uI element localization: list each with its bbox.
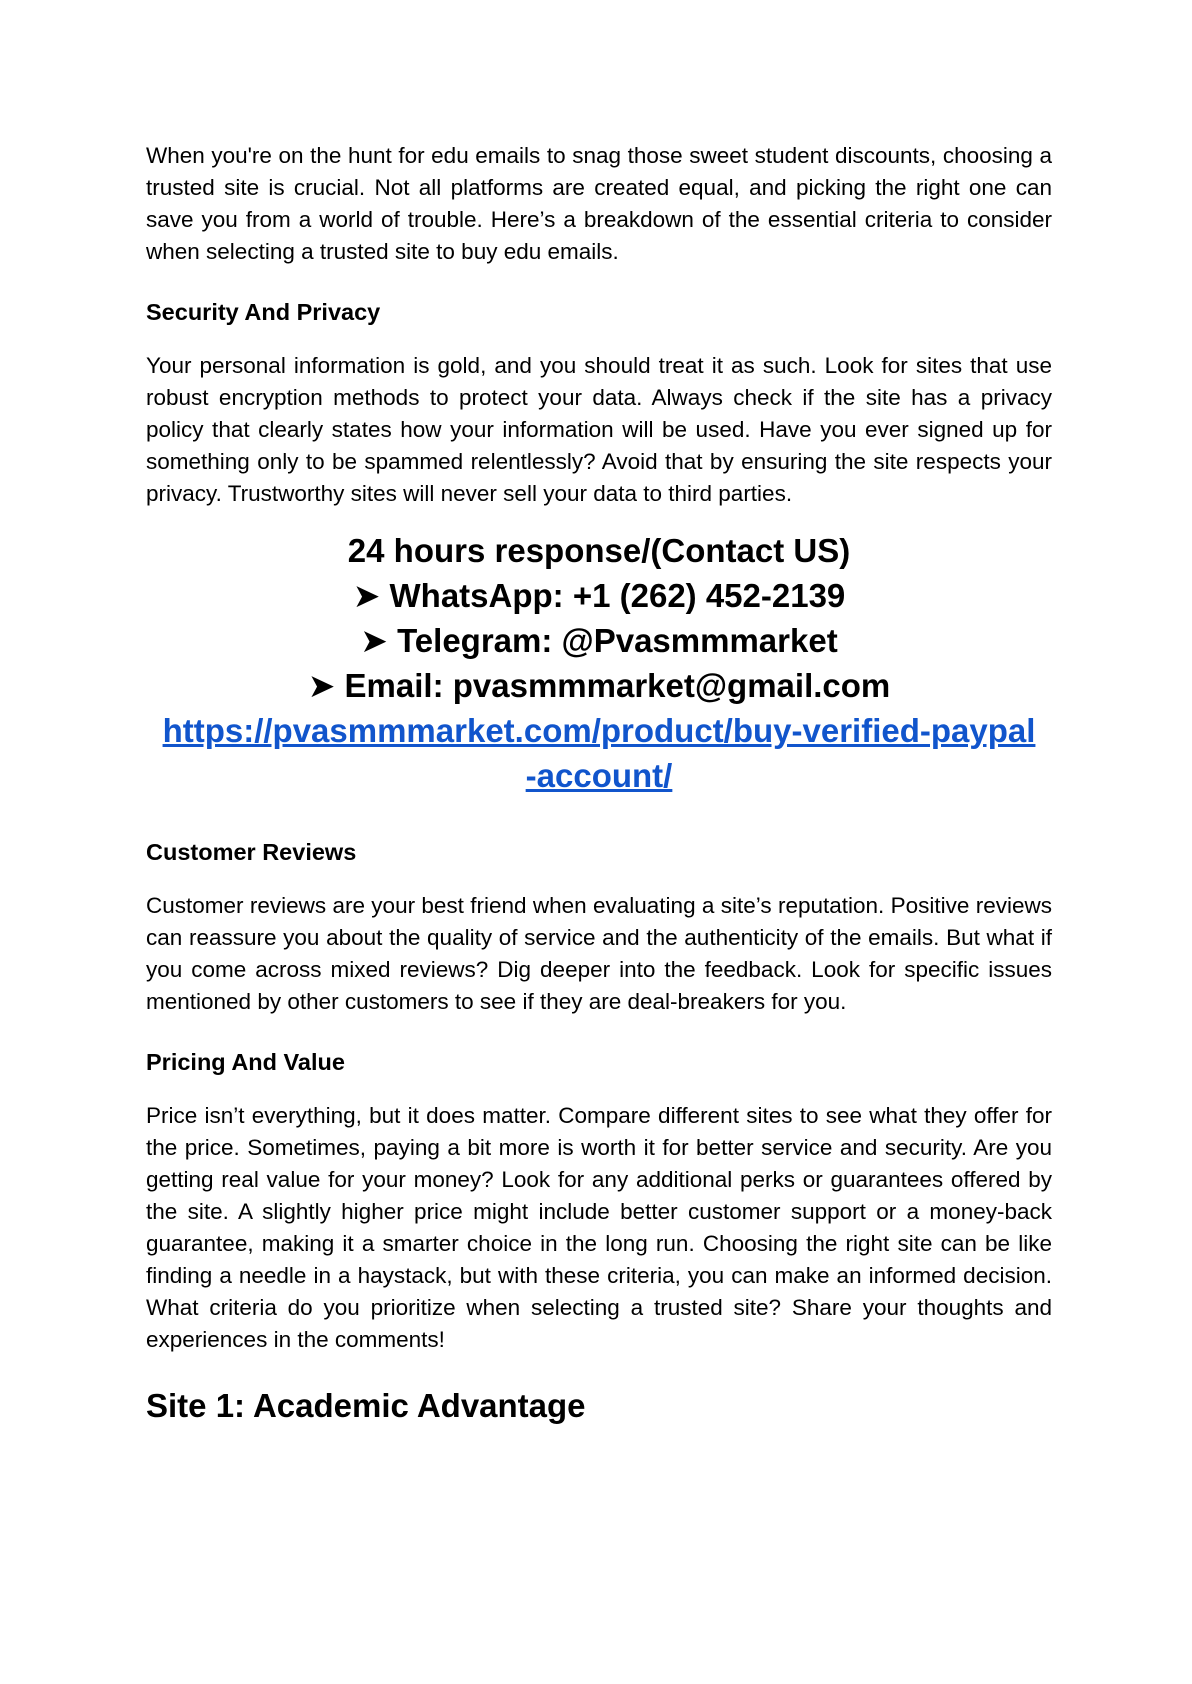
product-link[interactable] — [146, 708, 1052, 798]
pricing-heading: Pricing And Value — [146, 1049, 345, 1075]
security-paragraph: Your personal information is gold, and you should treat it as such. Look for sites that use robust encryption methods to protect your data. Always check if the site has a privacy policy that clearly states how your information will be used. Have you ever signed up for something only to be spammed relentlessly? Avoid that by ensuring the site respects your privacy. Trustworthy sites will never sell your data to third parties. — [146, 353, 1052, 506]
security-heading: Security And Privacy — [146, 299, 381, 325]
reviews-paragraph: Customer reviews are your best friend when evaluating a site’s reputation. Positive reviews can reassure you about the quality of service and the authenticity of the emails. But what if you come across mixed reviews? Dig deeper into the feedback. Look for specific issues mentioned by other customers to see if they are deal-breakers for you. — [146, 893, 1052, 1014]
product-link-line-1: https://pvasmmmarket.com/product/buy-verified-paypal — [162, 712, 1036, 749]
pricing-paragraph: Price isn’t everything, but it does matter. Compare different sites to see what they offer for the price. Sometimes, paying a bit more is worth it for better service and security. Are you getting real value for your money? Look for any additional perks or guarantees offered by the site. A slightly higher price might include better customer support or a money-back guarantee, making it a smarter choice in the long run. Choosing the right site can be like finding a needle in a haystack, but with these criteria, you can make an informed decision. What criteria do you prioritize when selecting a trusted site? Share your thoughts and experiences in the comments! — [146, 1103, 1052, 1352]
reviews-heading: Customer Reviews — [146, 839, 357, 865]
contact-telegram: ➤ Telegram: @Pvasmmmarket — [360, 622, 838, 659]
contact-whatsapp: ➤ WhatsApp: +1 (262) 452-2139 — [352, 577, 846, 614]
site1-heading: Site 1: Academic Advantage — [146, 1387, 586, 1424]
contact-email: ➤ Email: pvasmmmarket@gmail.com — [307, 667, 891, 704]
document-page — [146, 140, 1052, 1428]
contact-title: 24 hours response/(Contact US) — [347, 532, 851, 569]
intro-paragraph: When you're on the hunt for edu emails to snag those sweet student discounts, choosing a trusted site is crucial. Not all platforms are created equal, and picking the right one can save you from a world of trouble. Here’s a breakdown of the essential criteria to consider when selecting a trusted site to buy edu emails. — [146, 143, 1052, 264]
product-link-line-2: -account/ — [525, 757, 673, 794]
contact-block — [146, 528, 1052, 798]
